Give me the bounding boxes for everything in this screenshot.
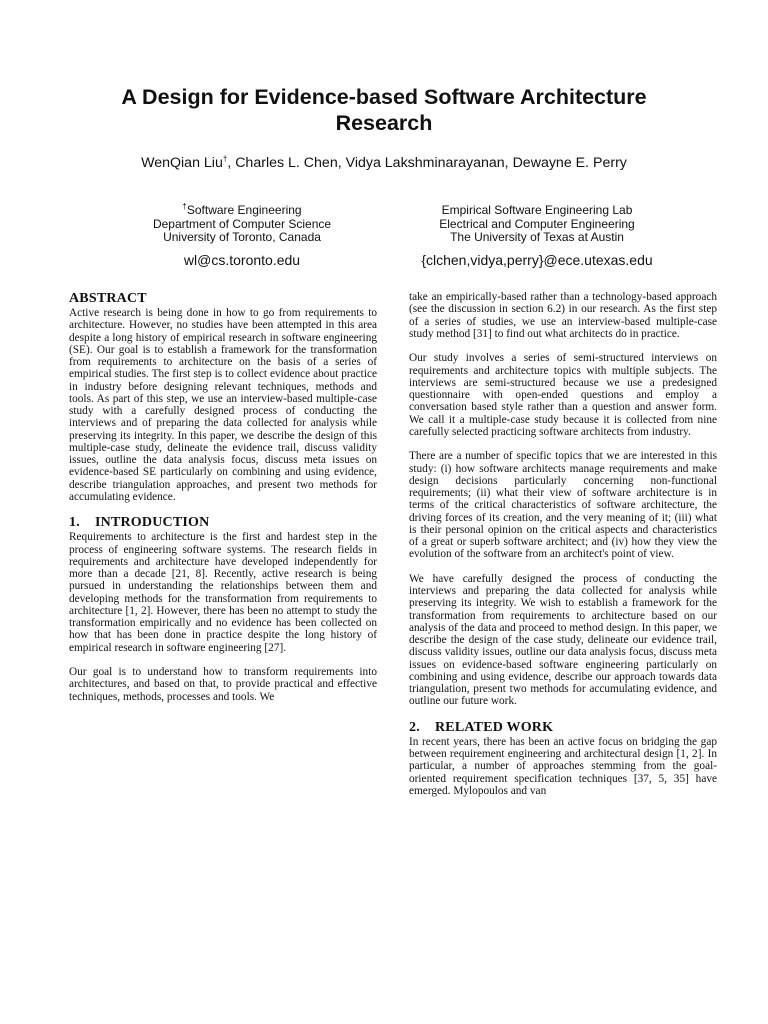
body-paragraph: In recent years, there has been an active focus on bridging the gap between requirement engineering and architectural design [1, 2]. In particular, a number of approaches stemming from the goal-oriented requirement specification techniques [37, 5, 35] have emerged. Mylopoulos and van <box>409 735 717 797</box>
section-number: 2. <box>409 719 420 735</box>
author-name: Charles L. Chen <box>235 155 338 171</box>
body-paragraph: There are a number of specific topics that we are interested in this study: (i) how software architects manage requirements and make design decisions particularly concerning non-functional requirements; (ii) what their view of software architecture is in terms of the critical characteristics of software architecture, the driving forces of its creation, and the very meaning of it; (iii) what is their personal opinion on the critical aspects and characteristics of a great or superb software architect; and (iv) how they view the evolution of the software from an architect's point of view. <box>409 450 717 561</box>
left-column <box>69 291 377 715</box>
body-paragraph: We have carefully designed the process of conducting the interviews and preparing the data collected for analysis while preserving its integrity. We wish to establish a framework for the transformation from requirements to architecture based on our analysis of the data and proceed to method design. In this paper, we describe the design of the case study, delineate our evidence trail, discuss validity issues, outline our data analysis focus, discuss meta issues on evidence-based software engineering particularly on combining and using evidence, describe our approach towards data triangulation, present two methods for accumulating evidence, and outline our future work. <box>409 572 717 708</box>
author-name: Dewayne E. Perry <box>512 155 627 171</box>
paper-title: A Design for Evidence-based Software Architecture Research <box>121 85 647 135</box>
affiliation-email: {clchen,vidya,perry}@ece.utexas.edu <box>421 251 653 268</box>
section-heading-related-work <box>409 720 717 736</box>
author-name: Vidya Lakshminarayanan <box>345 155 505 171</box>
body-paragraph: Requirements to architecture is the first and hardest step in the process of engineering software systems. The research fields in requirements and architecture have developed independently for more than a decade [21, 8]. Recently, active research is being pursued in understanding the relationships between them and developing methods for the transformation from requirements to architecture [1, 2]. However, there has been no attempt to study the transformation empirically and no evidence has been collected on how that has been done in practice despite the long history of empirical research in software engineering [27]. <box>69 531 377 654</box>
affiliation-line: Software Engineering <box>186 203 302 217</box>
affiliation-line: Electrical and Computer Engineering <box>439 216 635 231</box>
affiliation-texas <box>387 204 687 269</box>
affiliation-line: Empirical Software Engineering Lab <box>441 203 633 217</box>
section-heading-introduction <box>69 515 377 531</box>
body-paragraph: take an empirically-based rather than a technology-based approach (see the discussion in section 6.2) in our research. As the first step of a series of studies, we use an interview-based multiple-case study method [31] to find out what architects do in practice. <box>409 291 717 340</box>
affiliation-toronto <box>92 204 392 269</box>
section-title: RELATED WORK <box>435 719 554 735</box>
affiliation-line: Department of Computer Science <box>152 216 332 231</box>
abstract-heading: ABSTRACT <box>69 291 147 306</box>
abstract-text: Active research is being done in how to go from requirements to architecture. However, no studies have been attempted in this area despite a long history of empirical research in software engineering (SE). Our goal is to establish a framework for the transformation from requirements to architecture on the basis of a series of empirical studies. The first step is to collect evidence about practice in industry before designing relevant techniques, methods and tools. As part of this step, we use an interview-based multiple-case study with a carefully designed process of conducting the interviews and of preparing the data collected for analysis while preserving its integrity. In this paper, we describe the design of this multiple-case study, delineate the evidence trail, discuss validity issues, outline the data analysis focus, discuss meta issues on evidence-based SE particularly on combining and using evidence, describe triangulation approaches, and present two methods for accumulating evidence. <box>69 307 377 503</box>
section-title: INTRODUCTION <box>95 515 210 531</box>
author-list: WenQian Liu†, Charles L. Chen, Vidya Lakshminarayanan, Dewayne E. Perry <box>141 154 627 171</box>
author-name: WenQian Liu <box>141 155 223 171</box>
body-paragraph: Our goal is to understand how to transform requirements into architectures, and based on that, to provide practical and effective techniques, methods, processes and tools. We <box>69 666 377 703</box>
affiliation-mark: † <box>182 202 187 211</box>
body-paragraph: Our study involves a series of semi-structured interviews on requirements and architecture topics with multiple subjects. The interviews are semi-structured because we use a predesigned questionnaire with open-ended questions and employ a conversation based style rather than a question and answer form. We call it a multiple-case study because it is collected from nine carefully selected practicing software architects from industry. <box>409 352 717 438</box>
right-column <box>409 291 717 809</box>
affiliation-line: The University of Texas at Austin <box>450 230 624 244</box>
affiliation-email: wl@cs.toronto.edu <box>183 251 301 268</box>
section-number: 1. <box>69 515 80 531</box>
author-affiliation-mark: † <box>222 154 228 164</box>
affiliation-line: University of Toronto, Canada <box>163 230 321 244</box>
